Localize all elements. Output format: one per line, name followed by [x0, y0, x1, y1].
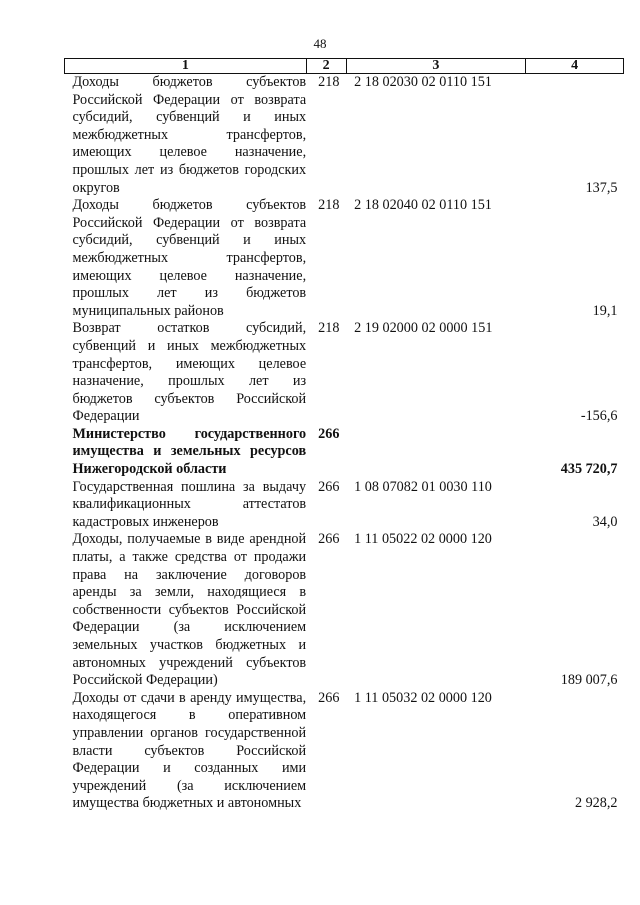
amount: 2 928,2: [574, 795, 618, 812]
budget-classification-code: 2 18 02040 02 0110 151: [354, 197, 492, 214]
ministry-name: Министерство государственного имущества и земельных ресурсов Нижегородской области: [72, 425, 307, 478]
admin-code: 218: [318, 197, 340, 214]
table-row-section-heading: [65, 426, 624, 479]
header-col-4: 4: [526, 59, 624, 74]
table-row: [65, 531, 624, 689]
revenue-name: Доходы от сдачи в аренду имущества, находящегося в оперативном управлении органов государственной власти субъектов Российской Федерации и созданных ими учреждений (за исключением имущества бюджетных и автономных: [72, 689, 307, 812]
table-header-row: [65, 59, 624, 74]
revenue-name: Государственная пошлина за выдачу квалификационных аттестатов кадастровых инженеров: [72, 478, 307, 530]
revenue-table: [64, 58, 624, 813]
amount: 137,5: [585, 179, 618, 196]
admin-code: 266: [318, 689, 340, 706]
table-row: [65, 479, 624, 532]
admin-code: 266: [318, 478, 340, 495]
budget-classification-code: [346, 426, 526, 479]
revenue-name: Доходы бюджетов субъектов Российской Федерации от возврата субсидий, субвенций и иных межбюджетных трансфертов, имеющих целевое назначение, прошлых лет из бюджетов городских округов: [72, 74, 307, 196]
header-col-3: 3: [346, 59, 526, 74]
admin-code: 218: [318, 320, 340, 337]
amount: 435 720,7: [560, 461, 618, 478]
header-col-1: 1: [65, 59, 307, 74]
revenue-name: Доходы, получаемые в виде арендной платы, а также средства от продажи права на заключение договоров аренды за земли, находящиеся в собственности субъектов Российской Федерации (за исключением земельных участков бюджетных и автономных учреждений субъектов Российской Федерации): [72, 531, 307, 689]
revenue-name: Возврат остатков субсидий, субвенций и иных межбюджетных трансфертов, имеющих целевое назначение, прошлых лет из бюджетов субъектов Российской Федерации: [72, 320, 307, 425]
amount: 34,0: [592, 513, 618, 530]
header-col-2: 2: [306, 59, 346, 74]
admin-code: 266: [318, 531, 340, 548]
page-number: 48: [313, 36, 327, 51]
budget-classification-code: 1 11 05032 02 0000 120: [354, 689, 492, 706]
table-row: [65, 690, 624, 813]
budget-classification-code: 2 19 02000 02 0000 151: [354, 320, 493, 337]
amount: -156,6: [580, 408, 618, 425]
table-row: [65, 320, 624, 426]
revenue-name: Доходы бюджетов субъектов Российской Федерации от возврата субсидий, субвенций и иных межбюджетных трансфертов, имеющих целевое назначение, прошлых лет из бюджетов муниципальных районов: [72, 197, 307, 319]
table-row: [65, 197, 624, 320]
budget-classification-code: 1 11 05022 02 0000 120: [354, 531, 492, 548]
amount: 189 007,6: [560, 672, 618, 689]
admin-code: 266: [318, 425, 340, 442]
budget-classification-code: 2 18 02030 02 0110 151: [354, 74, 492, 90]
amount: 19,1: [592, 302, 618, 319]
table-row: [65, 74, 624, 198]
budget-classification-code: 1 08 07082 01 0030 110: [354, 478, 492, 495]
admin-code: 218: [318, 74, 340, 90]
